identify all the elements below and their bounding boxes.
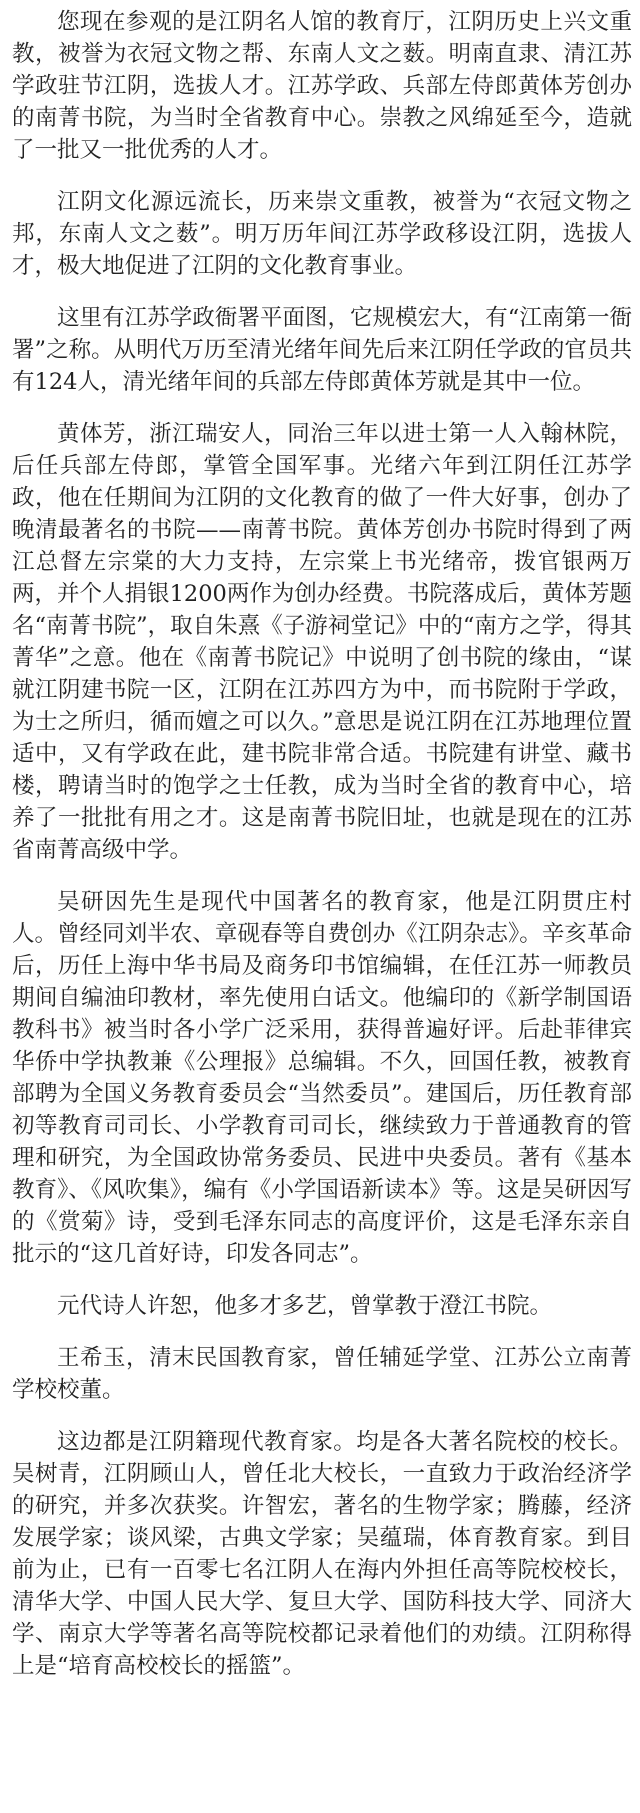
- paragraph-wang-xiyu: 王希玉，清末民国教育家，曾任辅延学堂、江苏公立南菁学校校董。: [12, 1345, 632, 1403]
- paragraph-educators: 这边都是江阴籍现代教育家。均是各大著名院校的校长。吴树青，江阴顾山人，曾任北大校长，一直致力于政治经济学的研究，并多次获奖。许智宏，著名的生物学家；腾藤，经济发展学家；谈风梁，古典文学家；吴蕴瑞，体育教育家。到目前为止，已有一百零七名江阴人在海内外担任高等院校校长，清华大学、中国人民大学、复旦大学、国防科技大学、同济大学、南京大学等著名高等院校都记录着他们的劝绩。江阴称得上是“培育高校校长的摇篮”。: [12, 1429, 632, 1679]
- paragraph-intro: 您现在参观的是江阴名人馆的教育厅，江阴历史上兴文重教，被誉为衣冠文物之帮、东南人文之薮。明南直隶、清江苏学政驻节江阴，选拔人才。江苏学政、兵部左侍郎黄体芳创办的南菁书院，为当时全省教育中心。崇教之风绵延至今，造就了一批又一批优秀的人才。: [12, 9, 632, 163]
- paragraph-wu-yanyin: 吴研因先生是现代中国著名的教育家，他是江阴贯庄村人。曾经同刘半农、章砚春等自费创办《江阴杂志》。辛亥革命后，历任上海中华书局及商务印书馆编辑，在任江苏一师教员期间自编油印教材，率先使用白话文。他编印的《新学制国语教科书》被当时各小学广泛采用，获得普遍好评。后赴菲律宾华侨中学执教兼《公理报》总编辑。不久，回国任教，被教育部聘为全国义务教育委员会“当然委员”。建国后，历任教育部初等教育司司长、小学教育司司长，继续致力于普通教育的管理和研究，为全国政协常务委员、民进中央委员。著有《基本教育》、《风吹集》，编有《小学国语新读本》等。这是吴研因写的《赏菊》诗，受到毛泽东同志的高度评价，这是毛泽东亲自批示的“这几首好诗，印发各同志”。: [12, 889, 632, 1267]
- paragraph-xu-shu: 元代诗人许恕，他多才多艺，曾掌教于澄江书院。: [57, 1293, 553, 1319]
- paragraph-huang-tifang: 黄体芳，浙江瑞安人，同治三年以进士第一人入翰林院，后任兵部左侍郎，掌管全国军事。光绪六年到江阴任江苏学政，他在任期间为江阴的文化教育的做了一件大好事，创办了晚清最著名的书院——南菁书院。黄体芳创办书院时得到了两江总督左宗棠的大力支持，左宗棠上书光绪帝，拨官银两万两，并个人捐银1200两作为创办经费。书院落成后，黄体芳题名“南菁书院”，取自朱熹《子游祠堂记》中的“南方之学，得其菁华”之意。他在《南菁书院记》中说明了创书院的缘由，“谋就江阴建书院一区，江阴在江苏四方为中，而书院附于学政，为士之所归，循而嬗之可以久。”意思是说江阴在江苏地理位置适中，又有学政在此，建书院非常合适。书院建有讲堂、藏书楼，聘请当时的饱学之士任教，成为当时全省的教育中心，培养了一批批有用之才。这是南菁书院旧址，也就是现在的江苏省南菁高级中学。: [12, 421, 632, 863]
- paragraph-yamen: 这里有江苏学政衙署平面图，它规模宏大，有“江南第一衙署”之称。从明代万历至清光绪年间先后来江阴任学政的官员共有124人，清光绪年间的兵部左侍郎黄体芳就是其中一位。: [12, 305, 632, 395]
- paragraph-culture: 江阴文化源远流长，历来崇文重教，被誉为“衣冠文物之邦，东南人文之薮”。明万历年间江苏学政移设江阴，选拔人才，极大地促进了江阴的文化教育事业。: [12, 189, 632, 279]
